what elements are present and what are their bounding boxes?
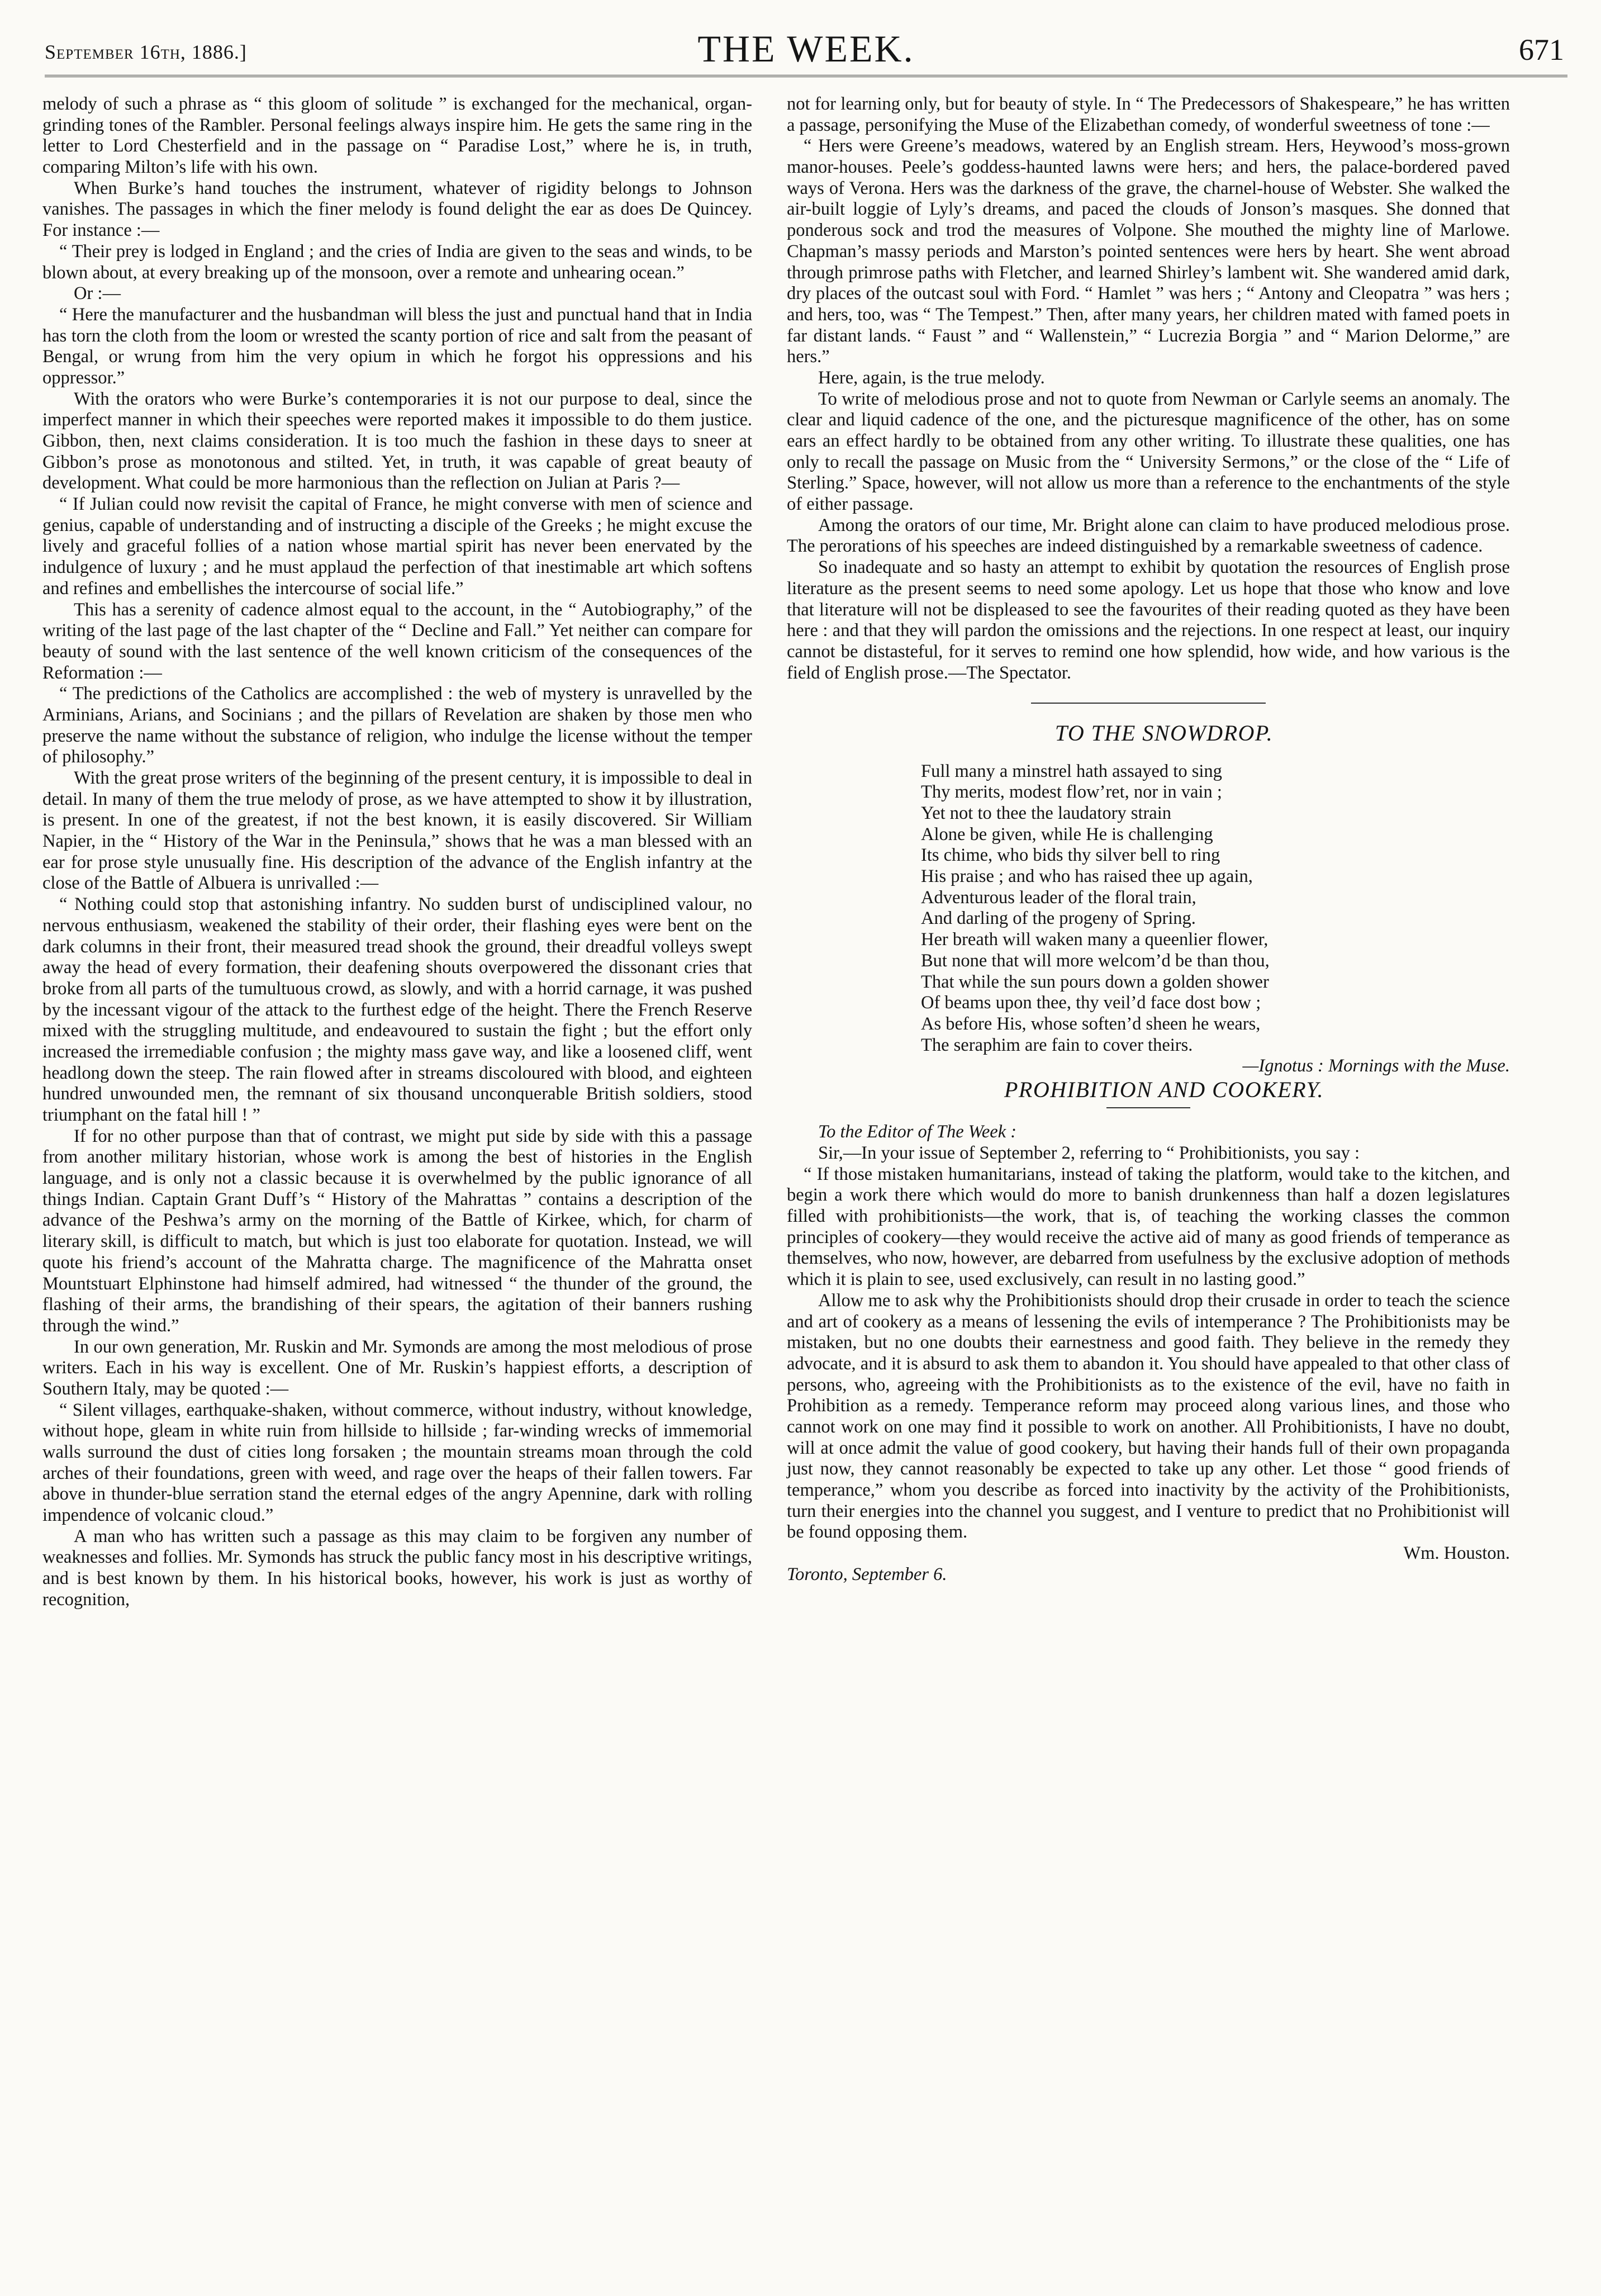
- quotation-paragraph: “ Silent villages, earthquake-shaken, without commerce, without industry, without knowledge, without hope, gleam in white ruin from hillside to hillside ; far-winding wrecks of immemorial walls surround the dust of cities long forsaken ; the mountain streams moan through the cold arches of their foundations, green with weed, and rage over the heaps of their fallen towers. Far above in thunder-blue serration stand the eternal edges of the angry Apennine, dark with rolling impendence of volcanic cloud.”: [42, 1400, 752, 1526]
- article-paragraph: A man who has written such a passage as this may claim to be forgiven any number of weaknesses and follies. Mr. Symonds has struck the public fancy most in his descriptive writings, and is best known by them. In his historical books, however, his work is just as worthy of recognition,: [42, 1526, 752, 1610]
- letter-to-editor: [787, 1077, 1510, 1586]
- poem-line: Yet not to thee the laudatory strain: [921, 803, 1172, 824]
- poem-line: His praise ; and who has raised thee up again,: [921, 866, 1253, 887]
- quotation-paragraph: “ If those mistaken humanitarians, instead of taking the platform, would take to the kitchen, and begin a work there which would do more to banish drunkenness than half a dozen legislatures filled with prohibitionists—the work, that is, of teaching the working classes the common principles of cookery—they would receive the active aid of many as good friends of temperance as themselves, who now, however, are debarred from usefulness by the exclusive adoption of methods which it is plain to see, used exclusively, can result in no lasting good.”: [787, 1164, 1510, 1290]
- article-paragraph: not for learning only, but for beauty of style. In “ The Predecessors of Shakespeare,” he has written a passage, personifying the Muse of the Elizabethan comedy, of wonderful sweetness of tone :—: [787, 94, 1510, 135]
- left-column: [42, 94, 752, 1611]
- article-paragraph: Here, again, is the true melody.: [818, 367, 1045, 388]
- poem-line: Its chime, who bids thy silver bell to ring: [921, 845, 1220, 866]
- poem-line: That while the sun pours down a golden shower: [921, 971, 1269, 992]
- letter-signature: Wm. Houston.: [1403, 1543, 1510, 1564]
- poem-line: Of beams upon thee, thy veil’d face dost bow ;: [921, 993, 1261, 1013]
- poem: [787, 720, 1510, 1077]
- article-paragraph: melody of such a phrase as “ this gloom of solitude ” is exchanged for the mechanical, organ-grinding tones of the Rambler. Personal feelings always inspire him. He gets the same ring in the letter to Lord Chesterfield and in the passage on “ Paradise Lost,” where he is, in truth, comparing Milton’s life with his own.: [42, 94, 752, 178]
- letter-paragraph: Allow me to ask why the Prohibitionists should drop their crusade in order to teach the science and art of cookery as a means of lessening the evils of intemperance ? The Prohibitionists may be mistaken, but no one doubts their earnestness and good faith. They believe in the remedy they advocate, and it is absurd to ask them to abandon it. You should have appealed to that other class of persons, who, agreeing with the Prohibitionists as to the existence of the evil, have no faith in Prohibition as a remedy. Temperance reform may proceed along various lines, and those who cannot work on one may find it possible to work on another. All Prohibitionists, I have no doubt, will at once admit the value of good cookery, but having their hands full of their own propaganda just now, they cannot reasonably be expected to take up any other. Let those “ good friends of temperance,” whom you describe as forced into inactivity by the activity of the Prohibitionists, turn their energies into the channel you suggest, and I venture to predict that no Prohibitionist will be found opposing them.: [787, 1290, 1510, 1543]
- page-number: 671: [1519, 33, 1564, 67]
- poem-line: Thy merits, modest flow’ret, nor in vain ;: [921, 782, 1222, 803]
- article-paragraph: To write of melodious prose and not to quote from Newman or Carlyle seems an anomaly. The clear and liquid cadence of the one, and the picturesque magnificence of the other, has on some ears an effect hardly to be obtained from any other writing. To illustrate these qualities, one has only to recall the passage on Music from the “ University Sermons,” or the close of the “ Life of Sterling.” Space, however, will not allow us more than a reference to the enchantments of the style of either passage.: [787, 388, 1510, 515]
- quotation-paragraph: “ Their prey is lodged in England ; and the cries of India are given to the seas and winds, to be blown about, at every breaking up of the monsoon, over a remote and unhearing ocean.”: [42, 241, 752, 283]
- poem-line: Alone be given, while He is challenging: [921, 824, 1213, 845]
- poem-line: Adventurous leader of the floral train,: [921, 887, 1196, 908]
- article-paragraph: Among the orators of our time, Mr. Bright alone can claim to have produced melodious prose. The perorations of his speeches are indeed distinguished by a remarkable sweetness of cadence.: [787, 515, 1510, 557]
- letter-salutation-line: To the Editor of The Week :: [818, 1122, 1017, 1142]
- poem-line: The seraphim are fain to cover theirs.: [921, 1035, 1193, 1055]
- quotation-paragraph: “ If Julian could now revisit the capital of France, he might converse with men of science and genius, capable of understanding and of instructing a disciple of the Greeks ; he might excuse the lively and graceful follies of a nation whose martial spirit has never been enervated by the indulgence of luxury ; and he must applaud the perfection of that inestimable art which softens and refines and embellishes the intercourse of social life.”: [42, 494, 752, 599]
- poem-attribution: —Ignotus : Mornings with the Muse.: [1242, 1056, 1510, 1076]
- article-paragraph: So inadequate and so hasty an attempt to exhibit by quotation the resources of English prose literature as the present seems to need some apology. Let us hope that those who know and love that literature will not be displeased to see the favourites of their reading quoted as they have been here : and that they will pardon the omissions and the rejections. In one respect at least, our inquiry cannot be distasteful, for it serves to remind one how splendid, how wide, and how various is the field of English prose.—The Spectator.: [787, 557, 1510, 683]
- article-paragraph: When Burke’s hand touches the instrument, whatever of rigidity belongs to Johnson vanishes. The passages in which the finer melody is found delight the ear as does De Quincey. For instance :—: [42, 178, 752, 241]
- poem-line: As before His, whose soften’d sheen he wears,: [921, 1013, 1261, 1034]
- article-paragraph: Or :—: [74, 283, 121, 304]
- section-divider: [1031, 703, 1266, 704]
- article-paragraph: If for no other purpose than that of contrast, we might put side by side with this a passage from another military historian, whose work is among the best of histories in the English language, and is only not a classic because it is overwhelmed by the public ignorance of all things Indian. Captain Grant Duff’s “ History of the Mahrattas ” contains a description of the advance of the Peshwa’s army on the morning of the Battle of Kirkee, which, for charm of literary skill, is difficult to match, but which is just too elaborate for quotation. Instead, we will quote his friend’s account of the Mahratta charge. The magnificence of the Mahratta onset Mountstuart Elphinstone had himself admired, had witnessed “ the thunder of the ground, the flashing of their arms, the brandishing of their spears, the agitation of their banners rushing through the wind.”: [42, 1126, 752, 1336]
- title-underline: [1106, 1107, 1190, 1108]
- article-paragraph: In our own generation, Mr. Ruskin and Mr. Symonds are among the most melodious of prose writers. Each in his way is excellent. One of Mr. Ruskin’s happiest efforts, a description of Southern Italy, may be quoted :—: [42, 1336, 752, 1399]
- poem-line: Full many a minstrel hath assayed to sing: [921, 761, 1222, 781]
- quotation-paragraph: “ The predictions of the Catholics are accomplished : the web of mystery is unravelled by the Arminians, Arians, and Socinians ; and the pillars of Revelation are shaken by those men who preserve the name without the substance of religion, who indulge the license without the temper of philosophy.”: [42, 684, 752, 767]
- issue-date: September 16th, 1886.]: [45, 41, 247, 63]
- article-paragraph: This has a serenity of cadence almost equal to the account, in the “ Autobiography,” of the writing of the last page of the last chapter of the “ Decline and Fall.” Yet neither can compare for beauty of sound with the last sentence of the well known criticism of the consequences of the Reformation :—: [42, 599, 752, 683]
- right-column: [787, 94, 1510, 1585]
- poem-title: TO THE SNOWDROP.: [1054, 720, 1274, 746]
- quotation-paragraph: “ Hers were Greene’s meadows, watered by an English stream. Hers, Heywood’s moss-grown manor-houses. Peele’s goddess-haunted lawns were hers; and hers, the palace-bordered paved ways of Verona. Hers was the darkness of the grave, the charnel-house of Webster. She walked the air-built loggie of Lyly’s dreams, and paced the clouds of Jonson’s masques. She donned that ponderous sock and trod the measures of Volpone. She mouthed the mighty line of Marlowe. Chapman’s massy periods and Marston’s pointed sentences were hers by heart. She went abroad through primrose paths with Fletcher, and learned Shirley’s lambent wit. She wandered amid dark, dry places of the outcast soul with Ford. “ Hamlet ” was hers ; “ Antony and Cleopatra ” was hers ; and hers, too, was “ The Tempest.” Then, after many years, her children mated with famed poets in far distant lands. “ Faust ” and “ Wallenstein,” “ Lucrezia Borgia ” and “ Marion Delorme,” are hers.”: [787, 136, 1510, 367]
- letter-title: PROHIBITION AND COOKERY.: [1004, 1076, 1324, 1102]
- poem-line: Her breath will waken many a queenlier flower,: [921, 929, 1269, 950]
- quotation-paragraph: “ Here the manufacturer and the husbandman will bless the just and punctual hand that in India has torn the cloth from the loom or wrested the scanty portion of rice and salt from the peasant of Bengal, or wrung from him the very opium in which he forgot his oppressions and his oppressor.”: [42, 304, 752, 388]
- poem-line: But none that will more welcom’d be than thou,: [921, 950, 1270, 971]
- letter-paragraph: Sir,—In your issue of September 2, referring to “ Prohibitionists, you say :: [818, 1143, 1360, 1164]
- article-paragraph: With the great prose writers of the beginning of the present century, it is impossible to deal in detail. In many of them the true melody of prose, as we have attempted to show it by illustration, is present. In one of the greatest, if not the best known, it is easily discovered. Sir William Napier, in the “ History of the War in the Peninsula,” shows that he was a man blessed with an ear for prose style unusually fine. His description of the advance of the English infantry at the close of the Battle of Albuera is unrivalled :—: [42, 768, 752, 894]
- letter-place-date: Toronto, September 6.: [787, 1564, 947, 1585]
- poem-line: And darling of the progeny of Spring.: [921, 908, 1196, 929]
- article-paragraph: With the orators who were Burke’s contemporaries it is not our purpose to deal, since the imperfect manner in which their speeches were reported makes it impossible to do them justice. Gibbon, then, next claims consideration. It is too much the fashion in these days to sneer at Gibbon’s prose as monotonous and stilted. Yet, in truth, it was capable of great beauty of development. What could be more harmonious than the reflection on Julian at Paris ?—: [42, 388, 752, 494]
- publication-title: THE WEEK.: [697, 27, 915, 70]
- quotation-paragraph: “ Nothing could stop that astonishing infantry. No sudden burst of undisciplined valour, no nervous enthusiasm, weakened the stability of their order, their flashing eyes were bent on the dark columns in their front, their measured tread shook the ground, their dreadful volleys swept away the head of every formation, their deafening shouts overpowered the dissonant cries that broke from all parts of the tumultuous crowd, as slowly, and with a horrid carnage, it was pushed by the incessant vigour of the attack to the furthest edge of the height. There the French Reserve mixed with the struggling multitude, and endeavoured to sustain the fight ; but the effort only increased the irremediable confusion ; the mighty mass gave way, and like a loosened cliff, went headlong down the steep. The rain flowed after in streams discoloured with blood, and eighteen hundred unwounded men, the remnant of six thousand unconquerable British soldiers, stood triumphant on the fatal hill ! ”: [42, 894, 752, 1125]
- masthead: [45, 25, 1567, 77]
- poem-lines: [921, 761, 1510, 1056]
